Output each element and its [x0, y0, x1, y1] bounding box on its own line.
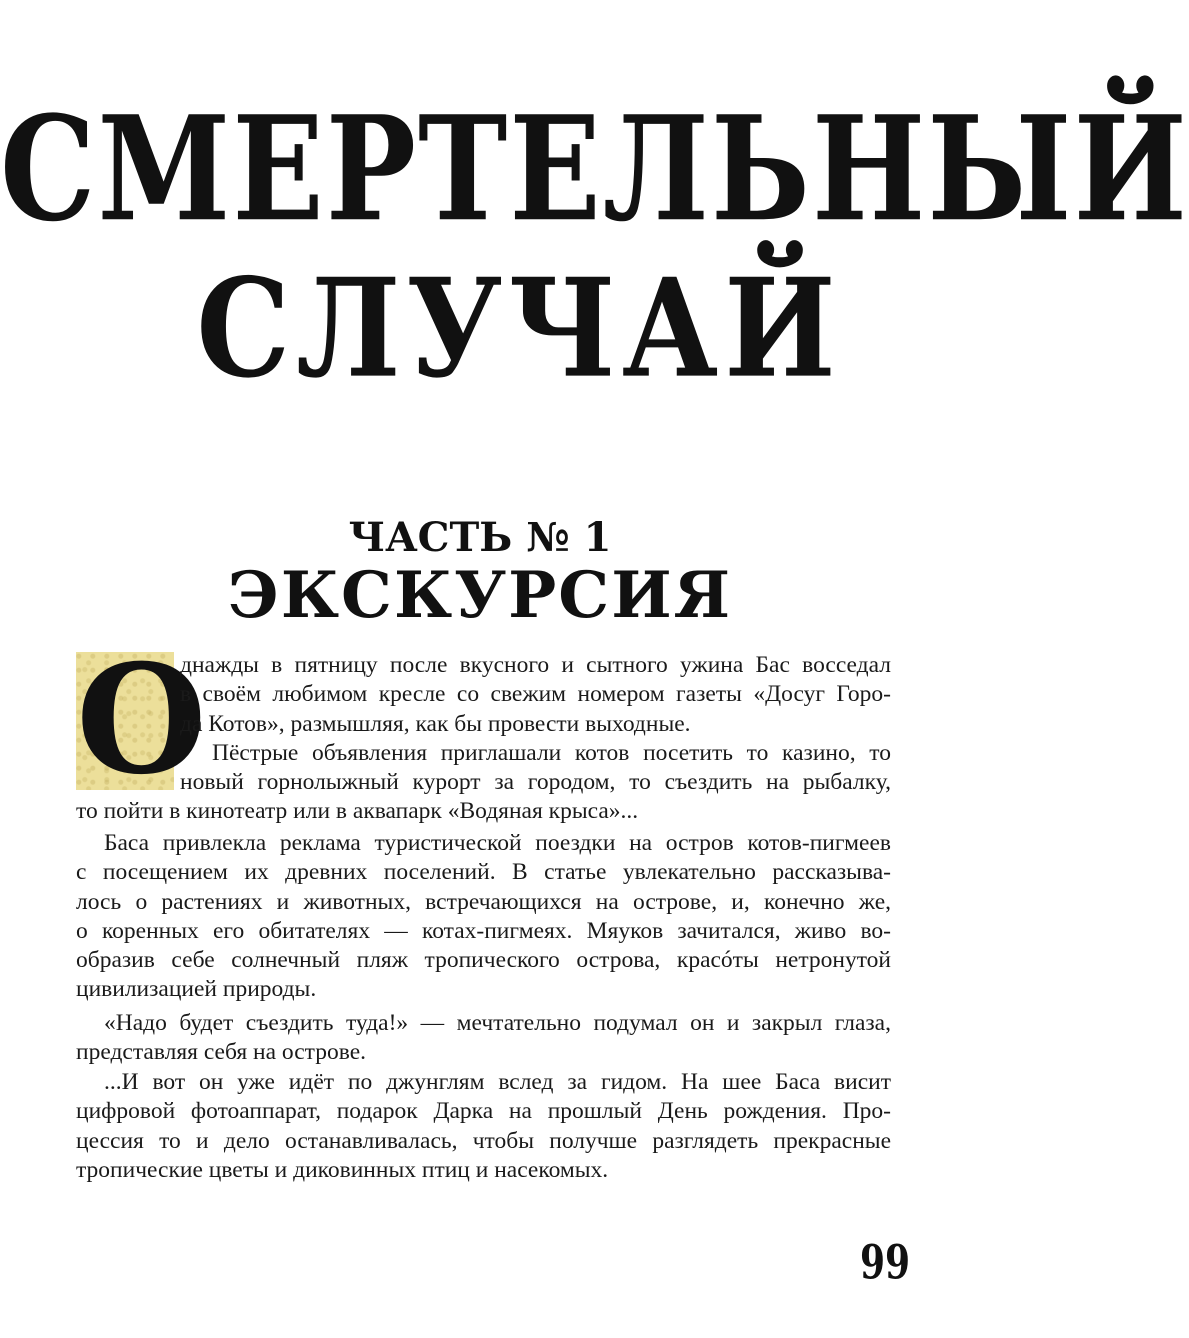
chapter-title-line-1: СМЕРТЕЛЬНЫЙ — [0, 84, 1189, 254]
text-line: о коренных его обитателях — котах-пигмеях. Мяуков зачитался, живо во- — [76, 917, 891, 944]
text-line: в своём любимом кресле со свежим номером газеты «Досуг Горо- — [180, 681, 891, 708]
text-line: цессия то и дело останавливалась, чтобы получше разглядеть прекрасные — [76, 1127, 891, 1154]
part-title: ЭКСКУРСИЯ — [227, 558, 733, 633]
text-line: то пойти в кинотеатр или в аквапарк «Водяная крыса»... — [76, 798, 639, 825]
text-line: цивилизацией природы. — [76, 976, 317, 1003]
text-line: днажды в пятницу после вкусного и сытного ужина Бас восседал — [180, 652, 891, 678]
text-line: представляя себя на острове. — [76, 1039, 366, 1066]
text-line: Пёстрые объявления приглашали котов посетить то казино, то — [212, 739, 891, 766]
paragraph-1 — [76, 651, 891, 827]
text-line: Баса привлекла реклама туристической поездки на остров котов-пигмеев — [104, 830, 891, 856]
text-line: да Котов», размышляя, как бы провести выходные. — [180, 710, 691, 737]
part-label: ЧАСТЬ № 1 — [348, 514, 612, 561]
text-line: «Надо будет съездить туда!» — мечтательно подумал он и закрыл глаза, — [104, 1010, 891, 1036]
text-line: цифровой фотоаппарат, подарок Дарка на прошлый День рождения. Про- — [76, 1098, 891, 1125]
dropcap-letter: О — [76, 632, 207, 808]
text-line: с посещением их древних поселений. В статье увлекательно рассказыва- — [76, 859, 891, 886]
paragraph-5 — [76, 1068, 891, 1185]
text-line: образив себе солнечный пляж тропического острова, красóты нетронутой — [76, 947, 891, 974]
paragraph-4 — [76, 1009, 891, 1068]
text-line: ...И вот он уже идёт по джунглям вслед за гидом. На шее Баса висит — [104, 1069, 891, 1095]
chapter-title-line-2: СЛУЧАЙ — [196, 248, 842, 408]
text-line: тропические цветы и диковинных птиц и насекомых. — [76, 1156, 609, 1183]
paragraph-3 — [76, 829, 891, 1005]
text-line: лось о растениях и животных, встречающихся на острове, и, конечно же, — [76, 888, 891, 915]
text-line: новый горнолыжный курорт за городом, то съездить на рыбалку, — [180, 769, 891, 796]
page-number: 99 — [860, 1235, 911, 1291]
